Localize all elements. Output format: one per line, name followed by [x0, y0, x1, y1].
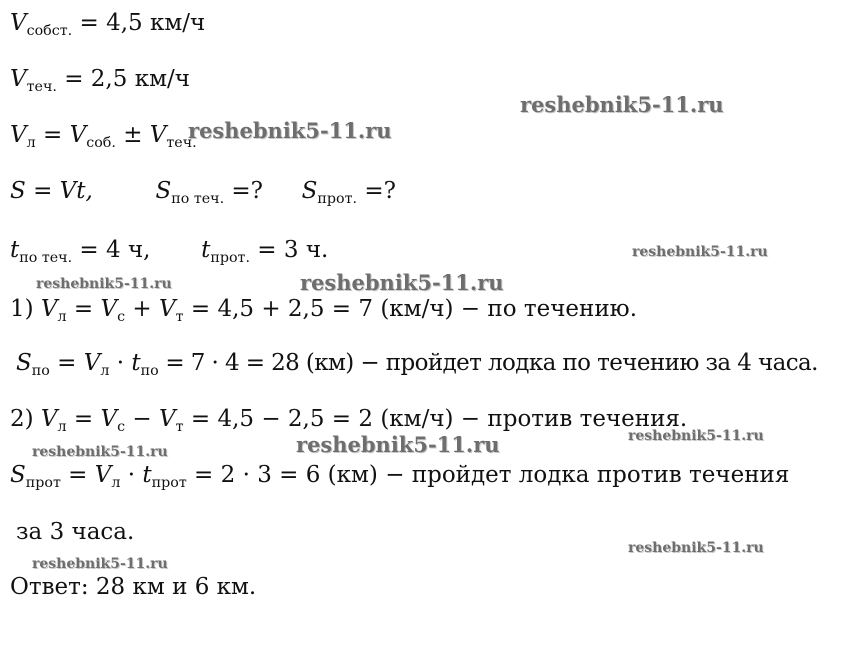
given-own-speed	[10, 10, 205, 39]
subscript: по теч.	[19, 249, 73, 266]
subscript: соб.	[86, 134, 116, 151]
symbol-v: V	[10, 122, 27, 148]
step-number: 1)	[10, 296, 41, 322]
formula-s-vt: S = Vt,	[10, 178, 93, 204]
value: = 2,5 км/ч	[56, 66, 190, 92]
question: =?	[357, 178, 396, 204]
plus: +	[125, 296, 160, 322]
subscript: т	[175, 418, 184, 435]
symbol-v: V	[100, 406, 118, 432]
value: = 4,5 км/ч	[72, 10, 206, 36]
subscript: прот.	[317, 190, 358, 207]
symbol-s: S	[155, 178, 172, 204]
watermark: reshebnik5-11.ru	[628, 540, 764, 556]
calculation: = 2 · 3 = 6 (км) − пройдет лодка против течения	[186, 462, 790, 488]
subscript: прот.	[210, 249, 250, 266]
symbol-v: V	[40, 406, 58, 432]
given-times	[10, 237, 328, 266]
distance-downstream	[16, 350, 818, 379]
watermark: reshebnik5-11.ru	[628, 428, 764, 444]
symbol-v: V	[40, 296, 58, 322]
watermark: reshebnik5-11.ru	[300, 270, 504, 295]
given-current-speed	[10, 66, 190, 95]
symbol-v: V	[69, 122, 87, 148]
calculation: = 7 · 4 = 28 (км) − пройдет лодка по течению за 4 часа.	[158, 350, 818, 376]
symbol-s: S	[301, 178, 318, 204]
symbol-t: t	[142, 462, 152, 488]
symbol-s: S	[10, 462, 26, 488]
symbol-v: V	[10, 66, 27, 92]
symbol-v: V	[83, 350, 101, 376]
subscript: т	[175, 308, 184, 325]
value: = 4 ч,	[72, 237, 151, 263]
symbol-t: t	[201, 237, 211, 263]
step-number: 2)	[10, 406, 41, 432]
question: =?	[224, 178, 264, 204]
watermark: reshebnik5-11.ru	[32, 556, 168, 572]
watermark: reshebnik5-11.ru	[36, 276, 172, 292]
subscript: л	[111, 474, 121, 491]
subscript: теч.	[26, 78, 57, 95]
symbol-v: V	[10, 10, 27, 36]
watermark: reshebnik5-11.ru	[632, 244, 768, 260]
watermark: reshebnik5-11.ru	[32, 444, 168, 460]
subscript: л	[57, 418, 67, 435]
subscript: л	[100, 362, 110, 379]
answer: Ответ: 28 км и 6 км.	[10, 574, 257, 600]
watermark: reshebnik5-11.ru	[296, 432, 500, 457]
plus-minus: ±	[115, 122, 150, 148]
equals: =	[49, 350, 84, 376]
symbol-v: V	[159, 296, 176, 322]
value: = 3 ч.	[249, 237, 329, 263]
equals: =	[60, 462, 95, 488]
subscript: прот	[151, 474, 187, 491]
equals: =	[35, 122, 70, 148]
subscript: л	[26, 134, 36, 151]
subscript: л	[57, 308, 67, 325]
boat-speed-formula	[10, 122, 197, 151]
symbol-t: t	[10, 237, 20, 263]
equals: =	[66, 296, 101, 322]
distance-formula	[10, 178, 396, 207]
symbol-s: S	[16, 350, 32, 376]
subscript: с	[117, 308, 126, 325]
calculation: = 4,5 − 2,5 = 2 (км/ч) − против течения.	[183, 406, 688, 432]
watermark: reshebnik5-11.ru	[188, 118, 392, 143]
calculation: = 4,5 + 2,5 = 7 (км/ч) − по течению.	[183, 296, 638, 322]
solution-step-2	[10, 406, 687, 435]
subscript: с	[117, 418, 126, 435]
symbol-v: V	[100, 296, 118, 322]
symbol-v: V	[159, 406, 176, 432]
solution-step-1	[10, 296, 637, 325]
distance-upstream	[10, 462, 789, 491]
distance-upstream-continued: за 3 часа.	[16, 519, 135, 545]
symbol-v: V	[149, 122, 167, 148]
subscript: теч.	[166, 134, 197, 151]
subscript: собст.	[26, 22, 73, 39]
dot: ·	[120, 462, 143, 488]
watermark: reshebnik5-11.ru	[520, 92, 724, 117]
subscript: прот	[25, 474, 61, 491]
symbol-t: t	[131, 350, 141, 376]
subscript: по	[140, 362, 159, 379]
equals: =	[66, 406, 101, 432]
minus: −	[125, 406, 160, 432]
subscript: по теч.	[171, 190, 225, 207]
symbol-v: V	[94, 462, 112, 488]
subscript: по	[31, 362, 50, 379]
dot: ·	[109, 350, 132, 376]
